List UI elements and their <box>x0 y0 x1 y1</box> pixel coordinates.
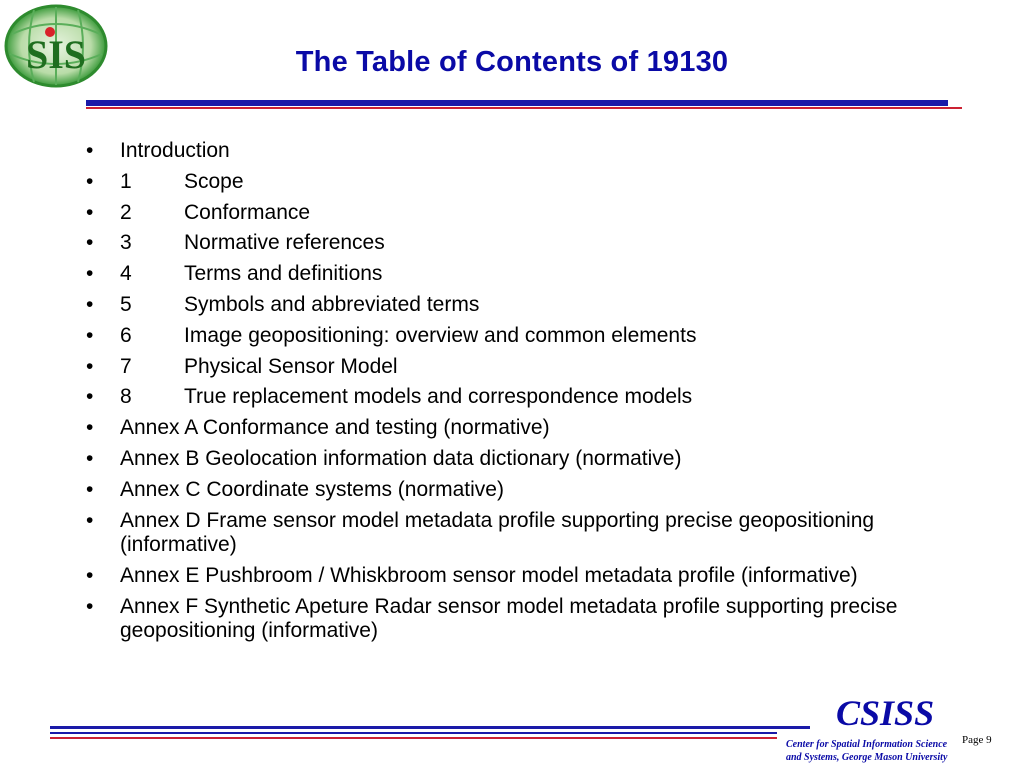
title-rule-blue <box>86 100 948 106</box>
toc-item-number: 5 <box>120 292 132 316</box>
toc-item-text: Introduction <box>120 139 230 162</box>
toc-item <box>86 564 946 589</box>
toc-item-text: Scope <box>184 169 244 193</box>
toc-item-text: Image geopositioning: overview and common elements <box>184 323 697 347</box>
toc-item <box>86 509 946 558</box>
toc-item-text: Symbols and abbreviated terms <box>184 292 480 316</box>
toc-item-number: 4 <box>120 262 132 286</box>
toc-item-number: 6 <box>120 323 132 347</box>
footer-rule-red <box>50 737 777 739</box>
slide-title: The Table of Contents of 19130 <box>295 46 729 78</box>
bullet-icon: • <box>86 385 94 409</box>
bullet-icon: • <box>86 169 94 193</box>
toc-list <box>86 139 946 650</box>
bullet-icon: • <box>86 200 94 224</box>
toc-item <box>86 293 946 318</box>
bullet-icon: • <box>86 262 94 286</box>
footer-org-line2: and Systems, George Mason University <box>786 752 948 763</box>
bullet-icon: • <box>86 292 94 316</box>
toc-item <box>86 231 946 256</box>
title-rule-red <box>86 107 962 109</box>
logo-text: SIS <box>25 32 87 77</box>
csiss-brand: CSISS <box>836 693 935 733</box>
toc-item <box>86 201 946 226</box>
toc-item-number: 2 <box>120 200 132 224</box>
toc-item-text: Normative references <box>184 231 385 255</box>
toc-item <box>86 416 946 441</box>
toc-item-text: Annex F Synthetic Apeture Radar sensor model metadata profile supporting precise geopositioning (informative) <box>120 594 898 643</box>
toc-item <box>86 262 946 287</box>
bullet-icon: • <box>86 508 94 532</box>
bullet-icon: • <box>86 139 94 162</box>
toc-item-text: Terms and definitions <box>184 262 383 286</box>
bullet-icon: • <box>86 323 94 347</box>
toc-item <box>86 447 946 472</box>
toc-item <box>86 170 946 195</box>
bullet-icon: • <box>86 231 94 255</box>
toc-item-text: Annex E Pushbroom / Whiskbroom sensor model metadata profile (informative) <box>120 563 858 587</box>
toc-item-number: 3 <box>120 231 132 255</box>
toc-item-text: Conformance <box>184 200 311 224</box>
toc-item <box>86 595 946 644</box>
toc-item <box>86 385 946 410</box>
bullet-icon: • <box>86 416 94 440</box>
bullet-icon: • <box>86 563 94 587</box>
page-number: Page 9 <box>962 734 992 746</box>
bullet-icon: • <box>86 594 94 618</box>
bullet-icon: • <box>86 446 94 470</box>
toc-item-text: True replacement models and correspondence models <box>184 385 693 409</box>
toc-item-text: Physical Sensor Model <box>184 354 398 378</box>
toc-item-text: Annex B Geolocation information data dictionary (normative) <box>120 446 682 470</box>
footer-rule-blue <box>50 726 810 729</box>
bullet-icon: • <box>86 477 94 501</box>
footer-rule-blue-thin <box>50 732 777 734</box>
bullet-icon: • <box>86 354 94 378</box>
toc-item <box>86 139 946 164</box>
toc-item-text: Annex D Frame sensor model metadata profile supporting precise geopositioning (informative) <box>120 508 875 557</box>
footer-organization <box>786 738 947 764</box>
toc-item-number: 8 <box>120 385 132 409</box>
toc-item <box>86 355 946 380</box>
toc-item <box>86 478 946 503</box>
toc-item-number: 1 <box>120 169 132 193</box>
toc-item-text: Annex C Coordinate systems (normative) <box>120 477 504 501</box>
toc-item <box>86 324 946 349</box>
toc-item-number: 7 <box>120 354 132 378</box>
toc-item-text: Annex A Conformance and testing (normative) <box>120 416 550 440</box>
footer-org-line1: Center for Spatial Information Science <box>786 739 948 750</box>
